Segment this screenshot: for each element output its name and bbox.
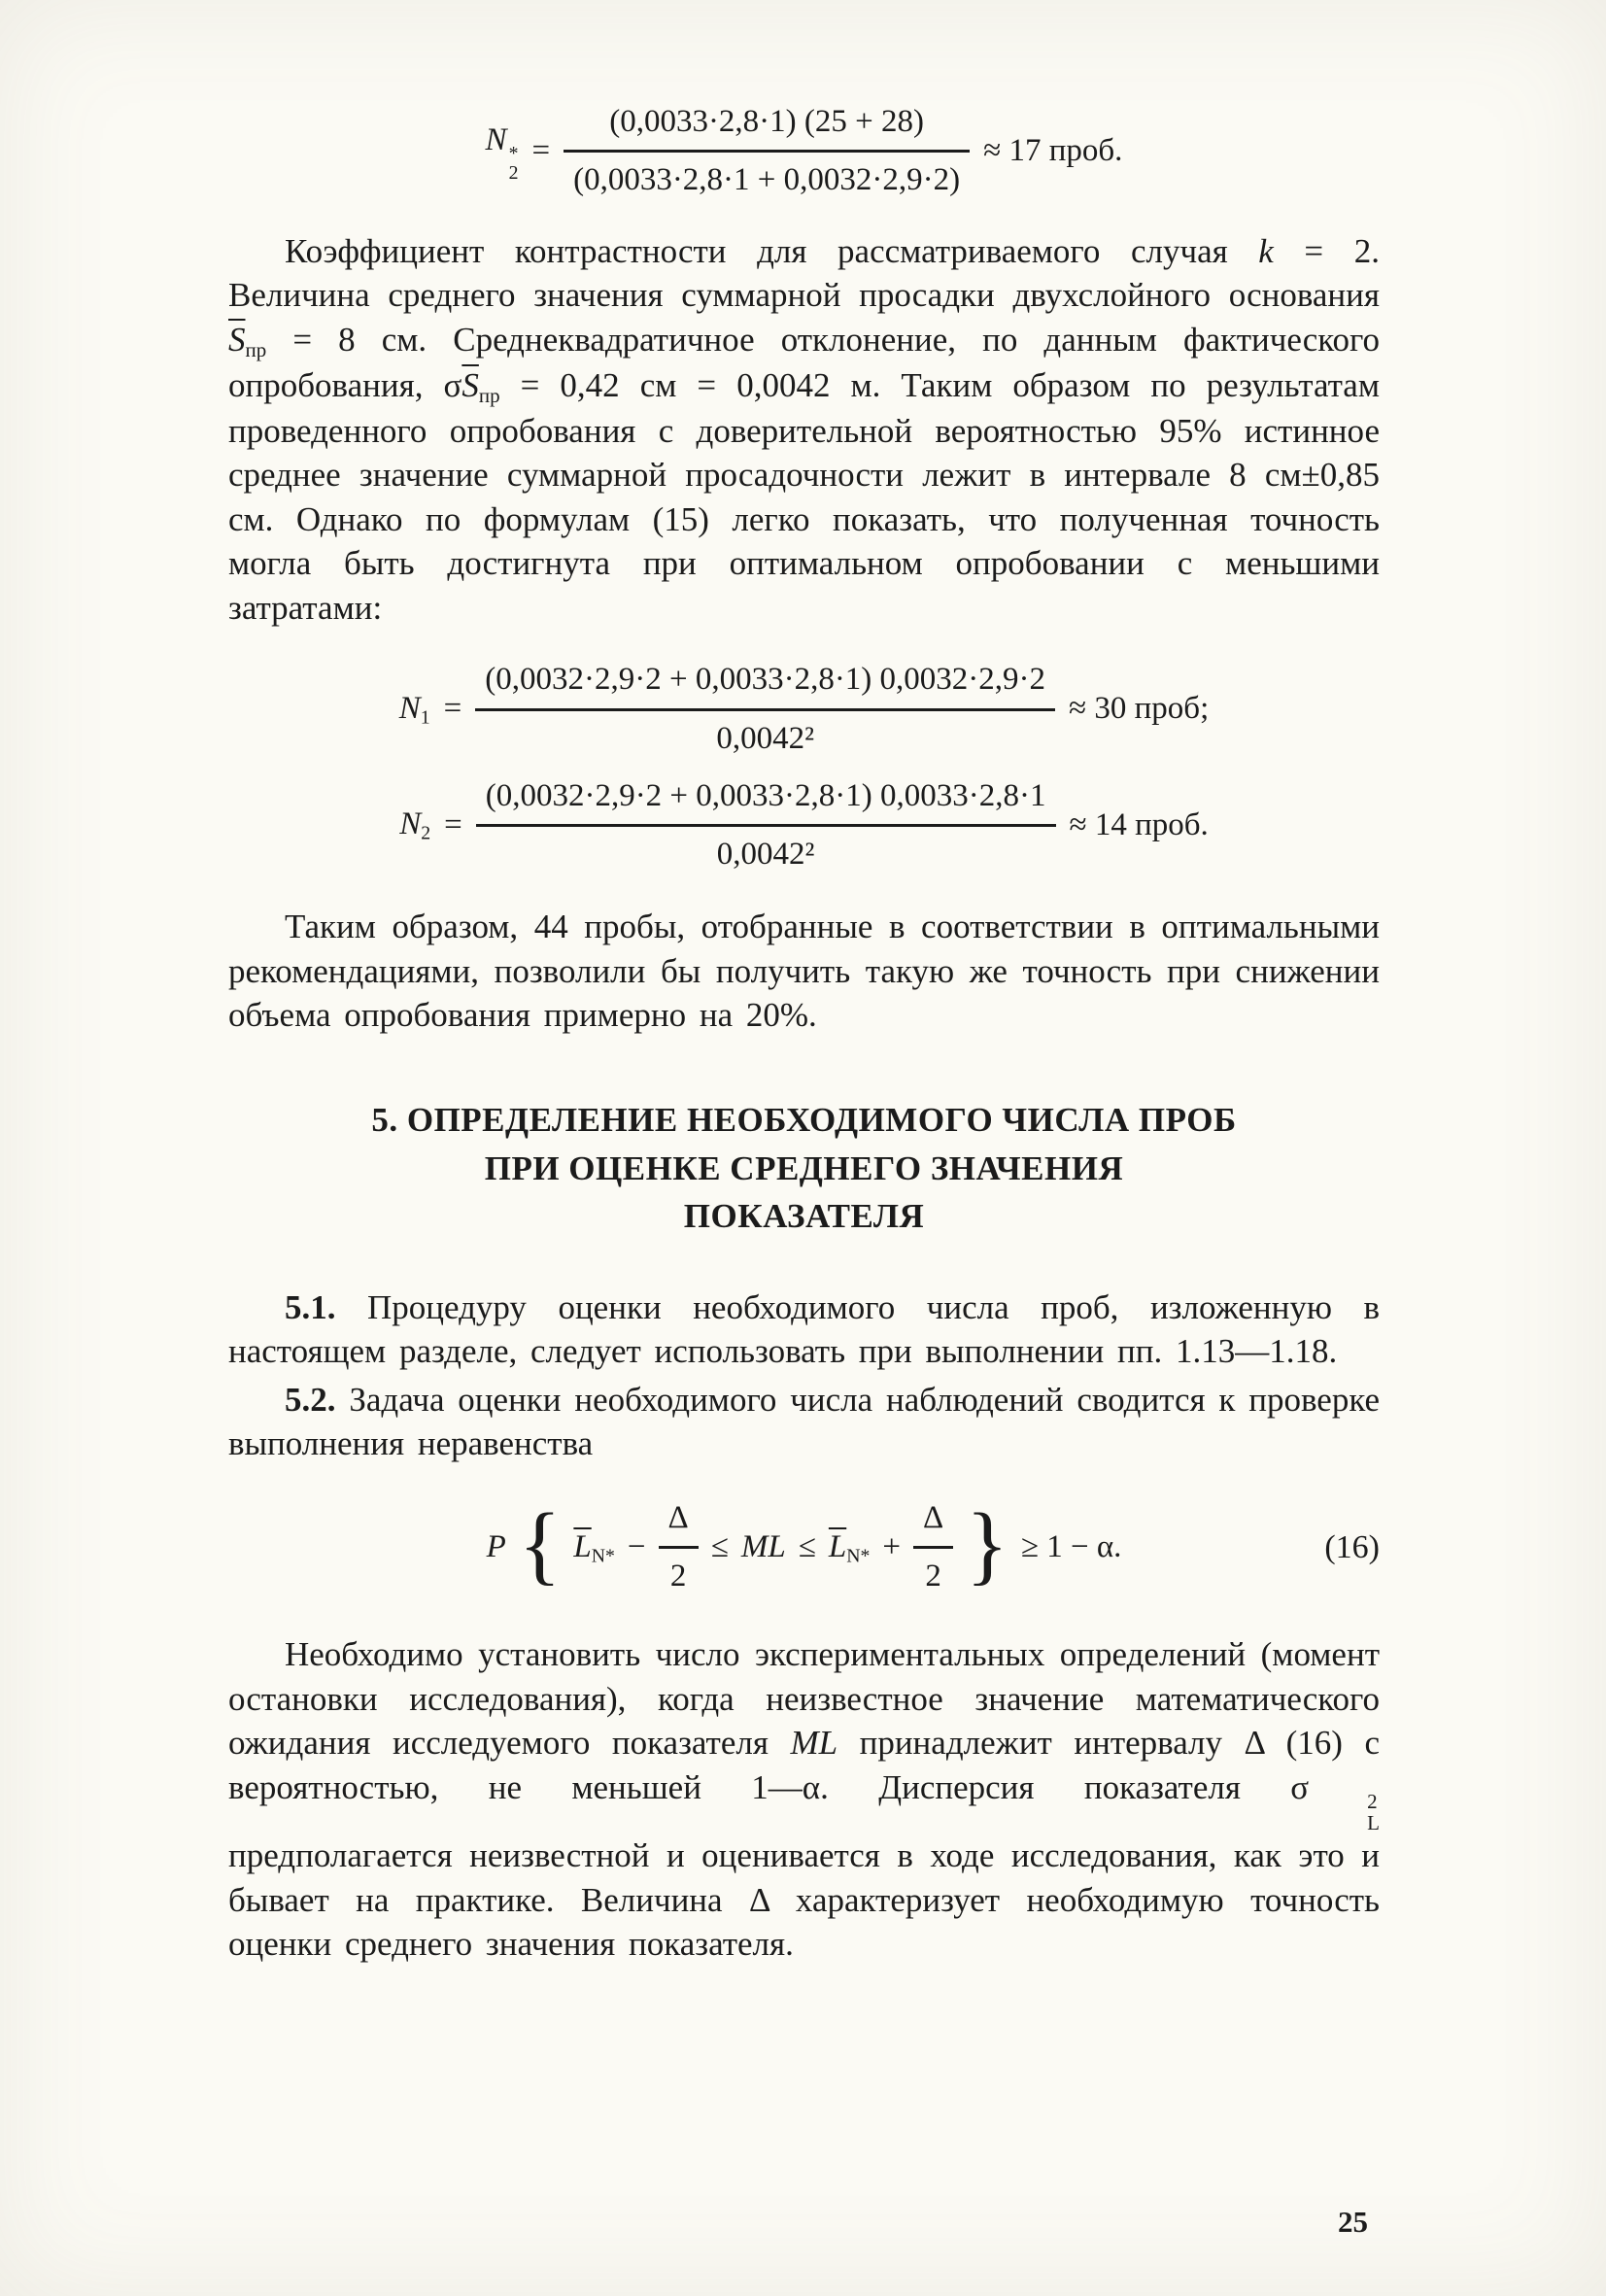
paragraph-necessary-number [228, 1632, 1380, 1966]
text-segment: $\overline{L}_{N*}$ [828, 1528, 871, 1567]
text-segment: ≥ 1 − α. [1020, 1529, 1122, 1565]
text-segment: 5.2. [285, 1380, 336, 1419]
heading-line-1: 5. ОПРЕДЕЛЕНИЕ НЕОБХОДИМОГО ЧИСЛА ПРОБ [371, 1100, 1237, 1139]
text-segment: $\overline{L}_{N*}$ [573, 1528, 615, 1567]
text-segment: = 2. Величина среднего значения суммарной просадки двухслойного основания [228, 231, 1380, 314]
text-segment: $\overline{S}_{пр}$ [228, 320, 267, 361]
text-segment: Необходимо установить число экспериментальных определений (момент остановки исследования), когда неизвестное значение математического ожидания исследуемого показателя [228, 1635, 1380, 1763]
text-segment: = [444, 806, 462, 842]
page-content [228, 89, 1380, 1970]
text-segment: Коэффициент контрастности для рассматриваемого случая [285, 231, 1259, 270]
text-segment: k [1258, 231, 1274, 270]
fraction: $\frac{\Delta}{2}$ [913, 1497, 953, 1598]
text-segment: ≤ [798, 1529, 816, 1565]
formula-n2 [228, 775, 1380, 876]
formula-16-number: (16) [1324, 1528, 1380, 1565]
text-segment: $N_1$ [398, 690, 430, 729]
paragraph-5-1 [228, 1285, 1380, 1374]
text-segment: Процедуру оценки необходимого числа проб, изложенную в настоящем разделе, следует использовать при выполнении пп. 1.13—1.18. [228, 1287, 1380, 1371]
formula-n1 [228, 659, 1380, 760]
heading-line-2: ПРИ ОЦЕНКЕ СРЕДНЕГО ЗНАЧЕНИЯ [484, 1148, 1124, 1187]
text-segment: $N_2$ [399, 806, 431, 844]
text-segment: = 8 см. Среднеквадратичное отклонение, по данным фактического опробования, σ [228, 320, 1380, 404]
text-segment: + [882, 1529, 902, 1565]
fraction: $\frac{\Delta}{2}$ [659, 1497, 699, 1598]
text-segment: = [531, 133, 551, 169]
text-segment: 5.1. [285, 1287, 336, 1326]
text-segment: = [443, 691, 462, 727]
section-5-heading [228, 1096, 1380, 1241]
text-segment: P [486, 1529, 506, 1565]
paragraph-contrast-coefficient [228, 229, 1380, 631]
text-segment: − [627, 1529, 646, 1565]
heading-line-3: ПОКАЗАТЕЛЯ [683, 1197, 925, 1236]
text-segment: принадлежит интервалу Δ (16) с вероятностью, не меньшей 1—α. Дисперсия показателя [228, 1724, 1381, 1806]
fraction: $\frac{(0,0032\cdot 2,9\cdot 2 + 0,0033\cdot 2,8\cdot 1) 0,0032\cdot 2,9\cdot 2}{\text{0,0042²}}$ [475, 659, 1055, 760]
text-segment: Таким образом, 44 пробы, отобранные в соответствии в оптимальными рекомендациями, позволили бы получить такую же точность при снижении объема опробования примерно на 20%. [228, 908, 1380, 1035]
text-segment: = 0,42 см = 0,0042 м. Таким образом по результатам проведенного опробования с доверительной вероятностью 95% истинное среднее значение суммарной просадочности лежит в интервале 8 см±0,85 см. Однако по формулам (15) легко показать, что полученная точность могла быть достигнута при оптимальном опробовании с меньшими затратами: [228, 365, 1380, 627]
text-segment: { [518, 1495, 562, 1594]
fraction: $\frac{(0,0032\cdot 2,9\cdot 2 + 0,0033\cdot 2,8\cdot 1) 0,0033\cdot 2,8\cdot 1}{\text{0,0042²}}$ [476, 775, 1056, 876]
text-segment: предполагается неизвестной и оценивается в ходе исследования, как это и бывает на практике. Величина Δ характеризует необходимую точность оценки среднего значения показателя. [228, 1836, 1380, 1964]
text-segment: N * 2 [485, 121, 519, 184]
paragraph-44-samples [228, 905, 1380, 1038]
formula-16-expression [487, 1497, 1122, 1598]
text-segment: } [966, 1495, 1008, 1594]
text-segment: ≈ 17 проб. [983, 133, 1123, 169]
text-segment: Задача оценки необходимого числа наблюдений сводится к проверке выполнения неравенства [228, 1380, 1380, 1463]
text-segment: ML [790, 1724, 838, 1763]
formula-16 [228, 1497, 1380, 1598]
text-segment: ML [740, 1529, 786, 1565]
page-number: 25 [1338, 2205, 1368, 2239]
formula-n2-star [228, 101, 1380, 202]
text-segment: ≤ [710, 1529, 729, 1565]
fraction: $\frac{(0,0033\cdot 2,8\cdot 1) (25 + 28)}{(0,0033\cdot 2,8\cdot 1 + 0,0032\cdot 2,9\cdot 2)}$ [564, 101, 970, 202]
text-segment: ≈ 14 проб. [1069, 806, 1209, 842]
paragraph-5-2 [228, 1378, 1380, 1466]
text-segment: ≈ 30 проб; [1069, 691, 1210, 727]
text-segment: σ 2 L [1290, 1767, 1380, 1834]
text-segment: $\overline{S}_{пр}$ [461, 365, 500, 407]
